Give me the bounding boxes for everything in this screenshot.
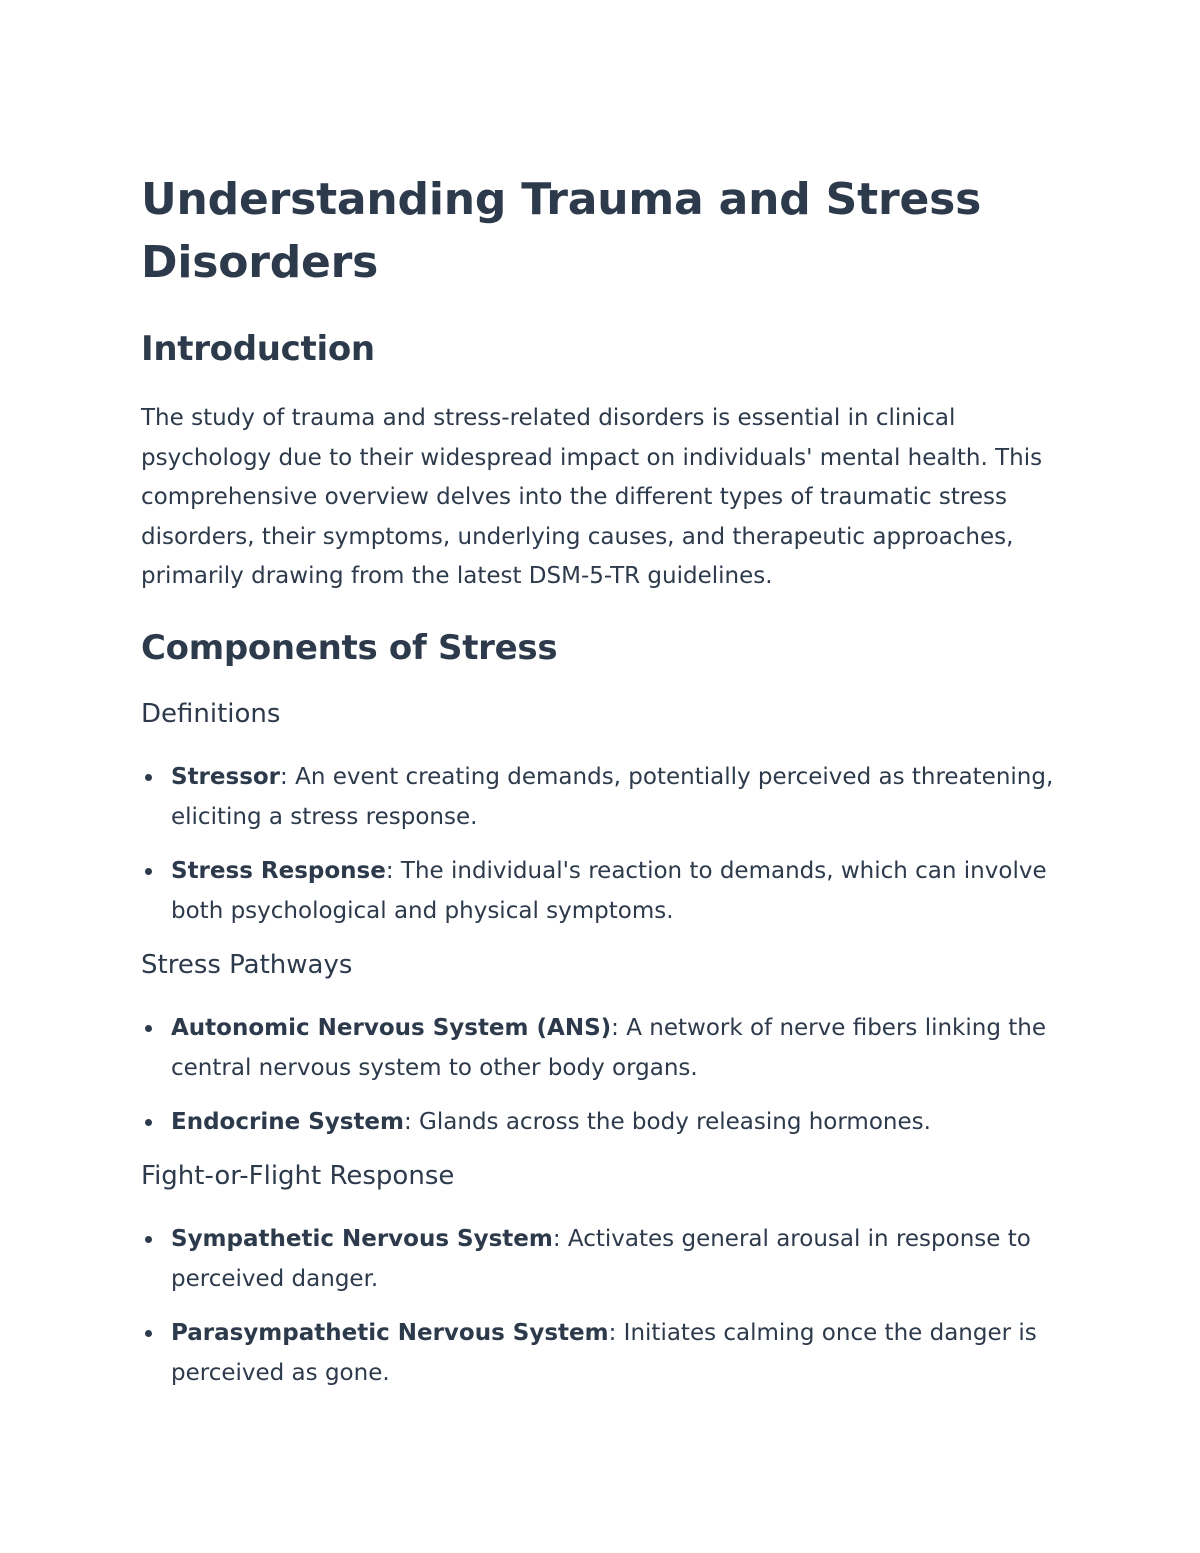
bullet-icon xyxy=(145,1119,152,1126)
definitions-list xyxy=(141,757,1060,931)
list-item-text: : Glands across the body releasing hormones. xyxy=(404,1108,931,1135)
bullet-icon xyxy=(145,868,152,875)
list-item-term: Sympathetic Nervous System xyxy=(171,1225,553,1252)
list-item-term: Parasympathetic Nervous System xyxy=(171,1319,609,1346)
list-item-text: : A network of nerve fibers linking the central nervous system to other body organs. xyxy=(171,1014,1046,1081)
components-heading: Components of Stress xyxy=(141,627,558,668)
list-item-text: : Activates general arousal in response to perceived danger. xyxy=(171,1225,1031,1292)
list-item xyxy=(141,1219,1060,1299)
list-item xyxy=(141,1313,1060,1393)
bullet-icon xyxy=(145,1025,152,1032)
list-item xyxy=(141,851,1060,931)
fight-or-flight-heading: Fight-or-Flight Response xyxy=(141,1160,455,1191)
page-title: Understanding Trauma and Stress Disorders xyxy=(141,174,982,288)
stress-pathways-heading: Stress Pathways xyxy=(141,949,353,980)
list-item-text: : An event creating demands, potentially perceived as threatening, eliciting a stress response. xyxy=(171,763,1054,830)
bullet-icon xyxy=(145,1236,152,1243)
list-item-text: : Initiates calming once the danger is perceived as gone. xyxy=(171,1319,1037,1386)
introduction-heading: Introduction xyxy=(141,329,375,369)
list-item-term: Stress Response xyxy=(171,857,386,884)
stress-pathways-list xyxy=(141,1008,1060,1142)
list-item-term: Stressor xyxy=(171,763,281,790)
list-item-term: Endocrine System xyxy=(171,1108,404,1135)
bullet-icon xyxy=(145,1330,152,1337)
list-item-term: Autonomic Nervous System (ANS) xyxy=(171,1014,612,1041)
introduction-paragraph: The study of trauma and stress-related disorders is essential in clinical psychology due to their widespread impact on individuals' mental health. This comprehensive overview delves into the different types of traumatic stress disorders, their symptoms, underlying causes, and therapeutic approaches, primarily drawing from the latest DSM-5-TR guidelines. xyxy=(141,405,1043,590)
fight-or-flight-list xyxy=(141,1219,1060,1393)
definitions-heading: Definitions xyxy=(141,698,281,729)
bullet-icon xyxy=(145,774,152,781)
list-item xyxy=(141,1102,1060,1142)
list-item xyxy=(141,757,1060,837)
list-item xyxy=(141,1008,1060,1088)
list-item-text: : The individual's reaction to demands, which can involve both psychological and physical symptoms. xyxy=(171,857,1047,924)
